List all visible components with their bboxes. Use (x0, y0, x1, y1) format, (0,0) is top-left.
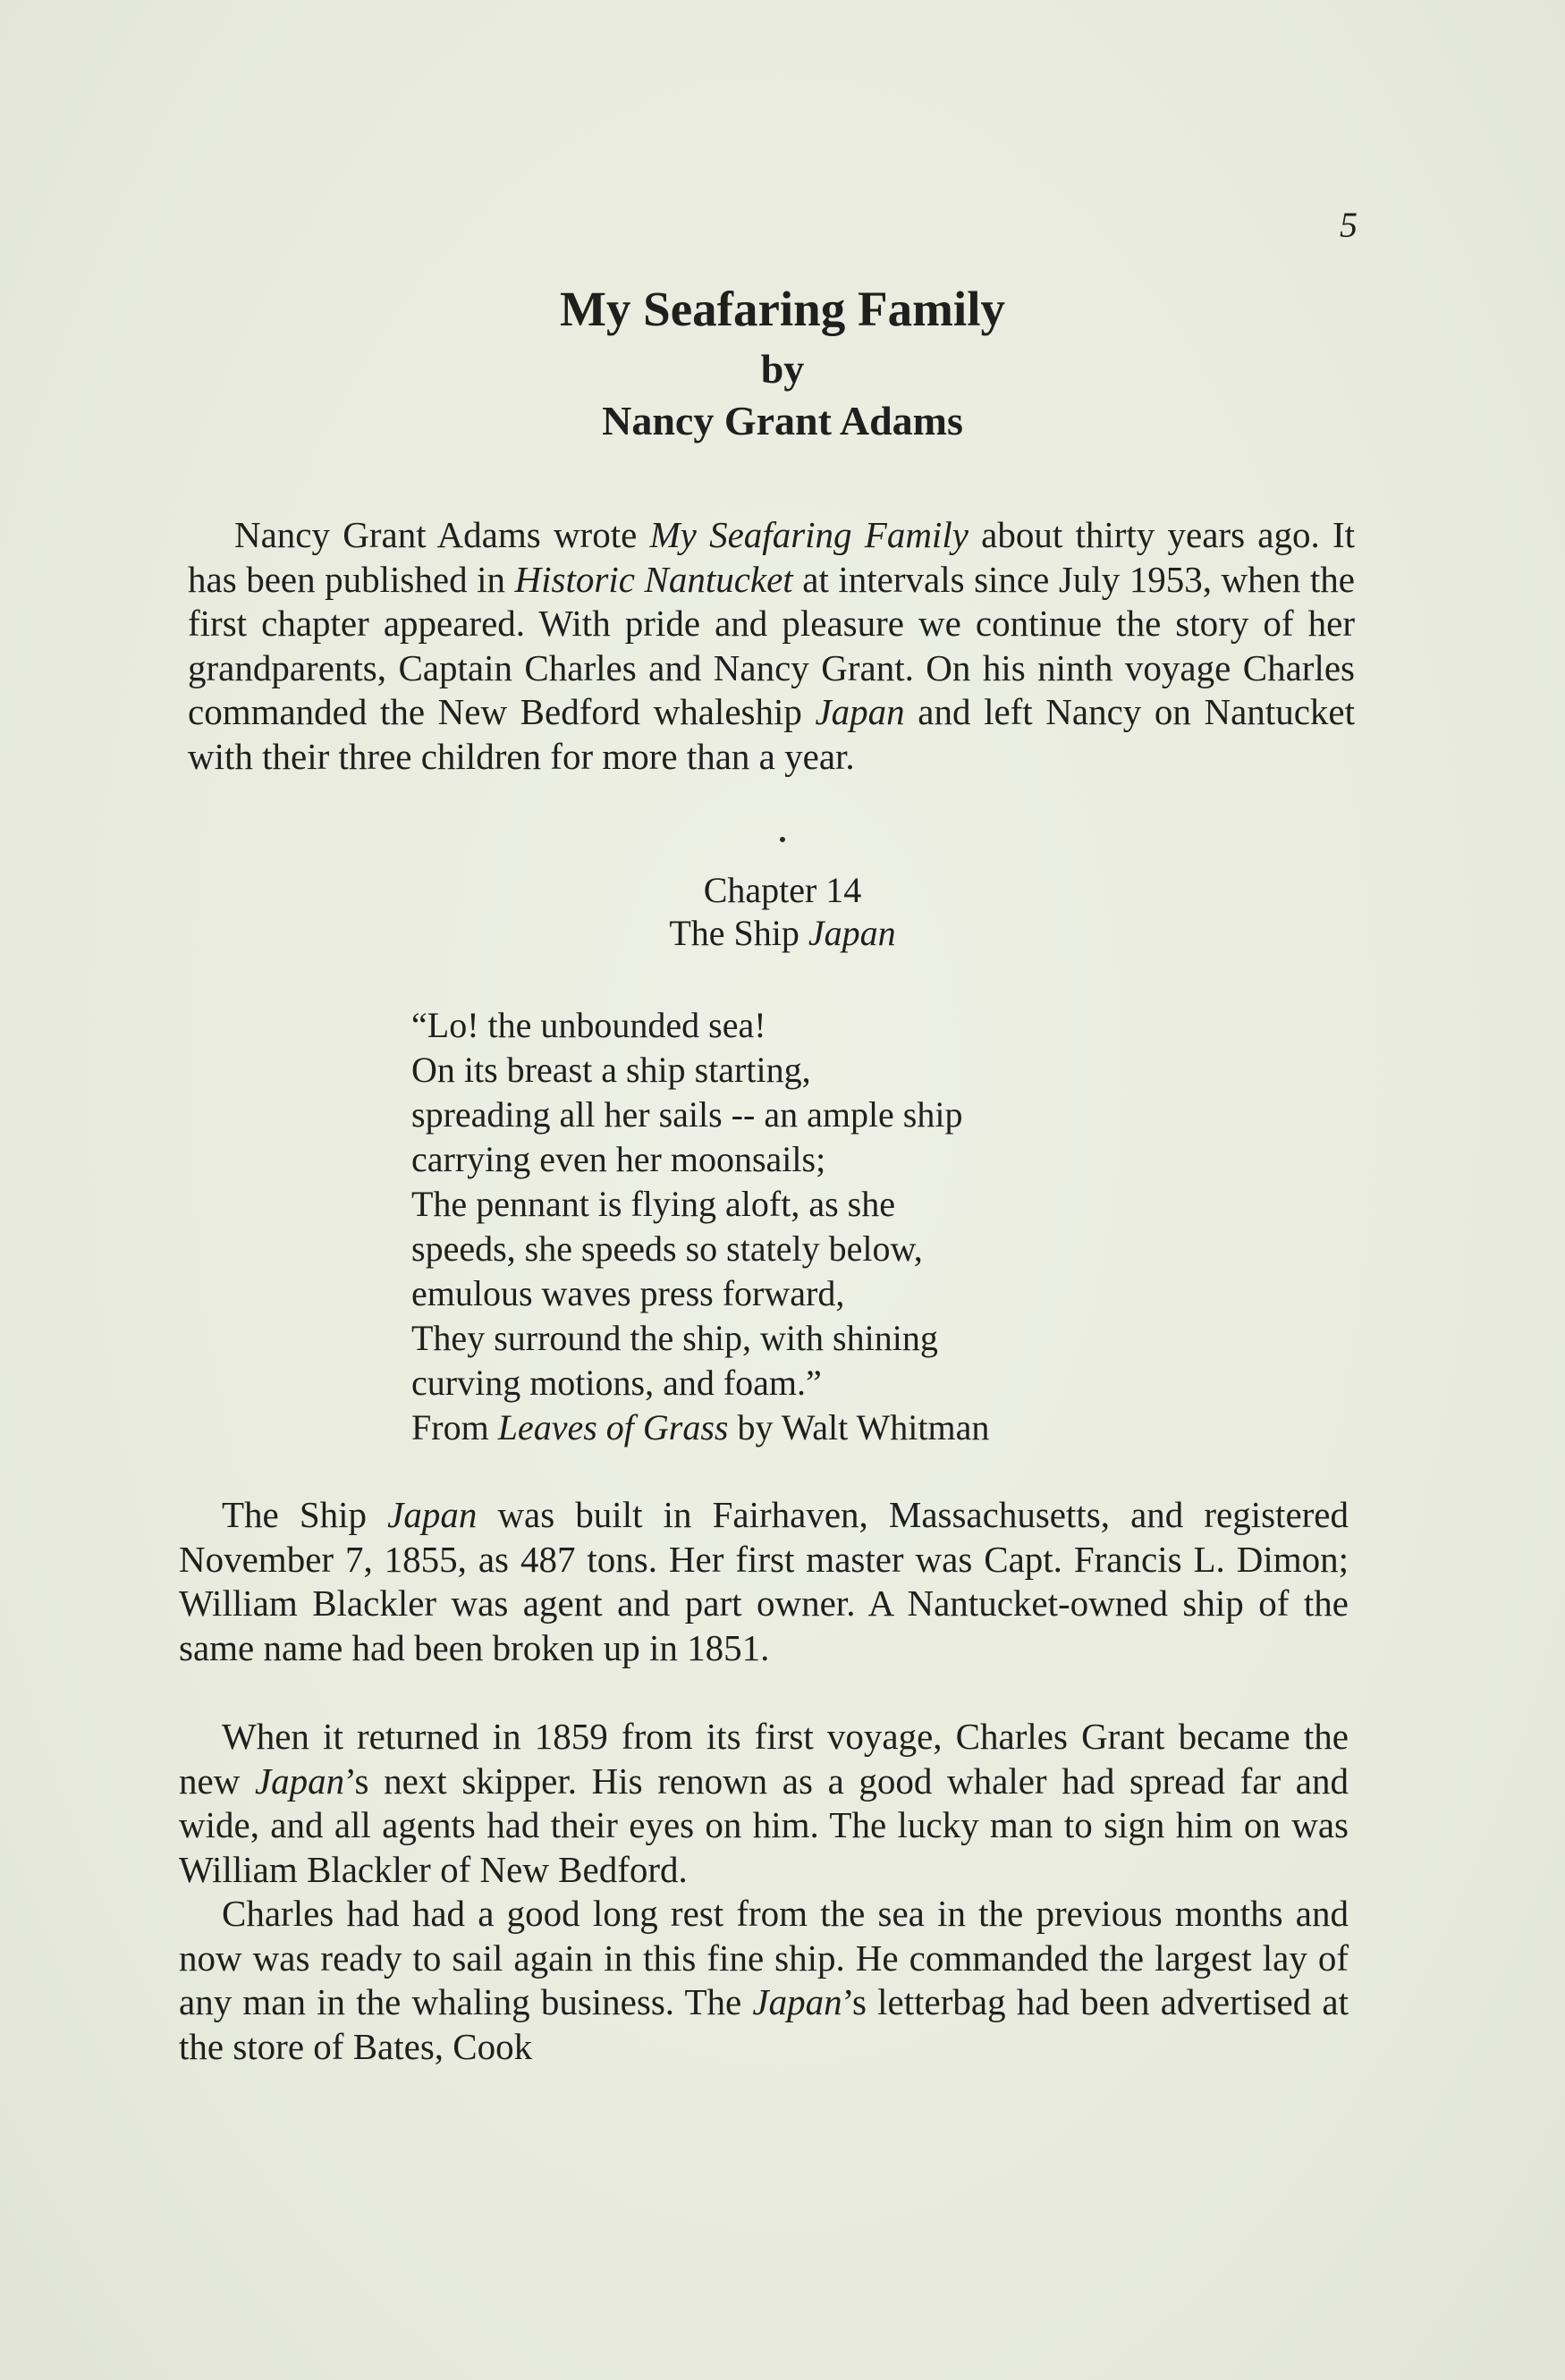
body-text: Charles had had a good long rest from the sea in the previous months and now was ready to sail again in this fine ship. He commanded the largest lay of any man in the whaling business. The (179, 1893, 1349, 2022)
body-text: The Ship (222, 1494, 388, 1535)
body-text: was built in Fairhaven, Massachusetts, and registered November 7, 1855, as 487 tons. Her first master was Capt. Francis L. Dimon; William Blackler was agent and part owner. A Nantucket-owned ship of the same name had been broken up in 1851. (179, 1494, 1349, 1668)
poem-source-prefix: From (411, 1407, 498, 1447)
poem-source-suffix: by Walt Whitman (728, 1407, 990, 1447)
chapter-title-prefix: The Ship (669, 913, 808, 953)
body-text: ’s next skipper. His renown as a good whaler had spread far and wide, and all agents had their eyes on him. The lucky man to sign him on was William Blackler of New Bedford. (179, 1760, 1349, 1890)
article-author: Nancy Grant Adams (602, 398, 963, 443)
intro-book-title: My Seafaring Family (649, 514, 969, 555)
body-paragraph (179, 1715, 1349, 1892)
poem-line: The pennant is flying aloft, as she (411, 1184, 895, 1224)
epigraph-poem (411, 1003, 1216, 1450)
page-number: 5 (1340, 205, 1358, 245)
chapter-title (0, 912, 1565, 955)
poem-line: “Lo! the unbounded sea! (411, 1005, 766, 1045)
ship-name: Japan (254, 1760, 345, 1802)
poem-line: speeds, she speeds so stately below, (411, 1228, 923, 1269)
body-paragraph (179, 1892, 1349, 2069)
intro-ship-name: Japan (815, 691, 905, 732)
body-paragraph (179, 1493, 1349, 1670)
ship-name: Japan (752, 1981, 842, 2022)
intro-text: at intervals since July 1953, when the first chapter appeared. With pride and pleasure we continue the story of her grandparents, Captain Charles and Nancy Grant. On his ninth voyage Charles commanded the New Bedford whaleship (188, 558, 1355, 732)
chapter-number: Chapter 14 (703, 870, 862, 910)
poem-line: On its breast a ship starting, (411, 1050, 811, 1090)
intro-journal-title: Historic Nantucket (514, 558, 793, 600)
intro-text: and left Nancy on Nantucket with their three children for more than a year. (188, 691, 1355, 777)
section-mark (780, 837, 785, 842)
ship-name: Japan (387, 1494, 478, 1535)
poem-line: spreading all her sails -- an ample ship (411, 1094, 963, 1135)
intro-paragraph (188, 513, 1355, 779)
intro-text: about thirty years ago. It has been published in (188, 514, 1355, 600)
body-text: When it returned in 1859 from its first voyage, Charles Grant became the new (179, 1716, 1349, 1802)
intro-text: Nancy Grant Adams wrote (234, 514, 650, 555)
poem-line: emulous waves press forward, (411, 1273, 845, 1313)
poem-source-book: Leaves of Grass (497, 1407, 729, 1447)
body-text: ’s letterbag had been advertised at the store of Bates, Cook (179, 1981, 1349, 2067)
byline-by: by (760, 346, 805, 392)
poem-line: curving motions, and foam.” (411, 1363, 822, 1403)
chapter-title-ship: Japan (808, 913, 896, 953)
article-title: My Seafaring Family (560, 282, 1005, 336)
poem-line: carrying even her moonsails; (411, 1139, 826, 1179)
poem-line: They surround the ship, with shining (411, 1318, 938, 1358)
poem-source (411, 1405, 1216, 1450)
